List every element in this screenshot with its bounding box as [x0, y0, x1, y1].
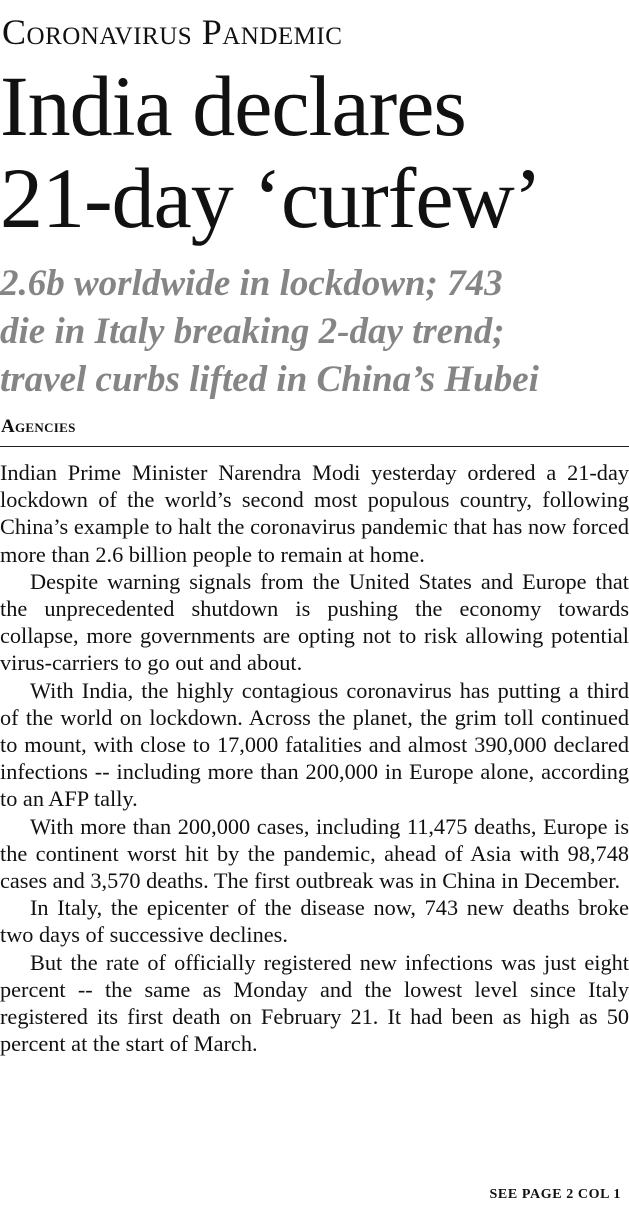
article-body	[0, 459, 629, 1057]
subheadline-line-2: die in Italy breaking 2-day trend;	[0, 311, 505, 352]
body-paragraph: With more than 200,000 cases, including 11,475 deaths, Europe is the continent worst hit by the pandemic, ahead of Asia with 98,748 cases and 3,570 deaths. The first outbreak was in China in December.	[0, 813, 629, 894]
headline-line-2: 21-day ‘curfew’	[0, 150, 542, 246]
body-paragraph: Despite warning signals from the United States and Europe that the unprecedented shutdown is pushing the economy towards collapse, more governments are opting not to risk allowing potential virus-carriers to go out and about.	[0, 568, 629, 676]
body-paragraph: With India, the highly contagious coronavirus has putting a third of the world on lockdown. Across the planet, the grim toll continued to mount, with close to 17,000 fatalities and almost 390,000 declared infections -- including more than 200,000 in Europe alone, according to an AFP tally.	[0, 677, 629, 812]
body-paragraph: Indian Prime Minister Narendra Modi yesterday ordered a 21-day lockdown of the world’s second most populous country, following China’s example to halt the coronavirus pandemic that has now forced more than 2.6 billion people to remain at home.	[0, 460, 629, 567]
body-paragraph: But the rate of officially registered new infections was just eight percent -- the same as Monday and the lowest level since Italy registered its first death on February 21. It had been as high as 50 percent at the start of March.	[0, 949, 629, 1057]
body-paragraph: In Italy, the epicenter of the disease now, 743 new deaths broke two days of successive declines.	[0, 895, 629, 948]
section-kicker: Coronavirus Pandemic	[2, 12, 343, 52]
byline: Agencies	[1, 416, 76, 437]
subheadline-line-3: travel curbs lifted in China’s Hubei	[0, 359, 539, 400]
subheadline-line-1: 2.6b worldwide in lockdown; 743	[0, 263, 503, 304]
continued-on-page-note: SEE PAGE 2 COL 1	[489, 1187, 621, 1202]
headline	[0, 60, 629, 244]
divider-rule	[0, 446, 629, 447]
headline-line-1: India declares	[0, 58, 466, 154]
subheadline	[0, 260, 629, 404]
